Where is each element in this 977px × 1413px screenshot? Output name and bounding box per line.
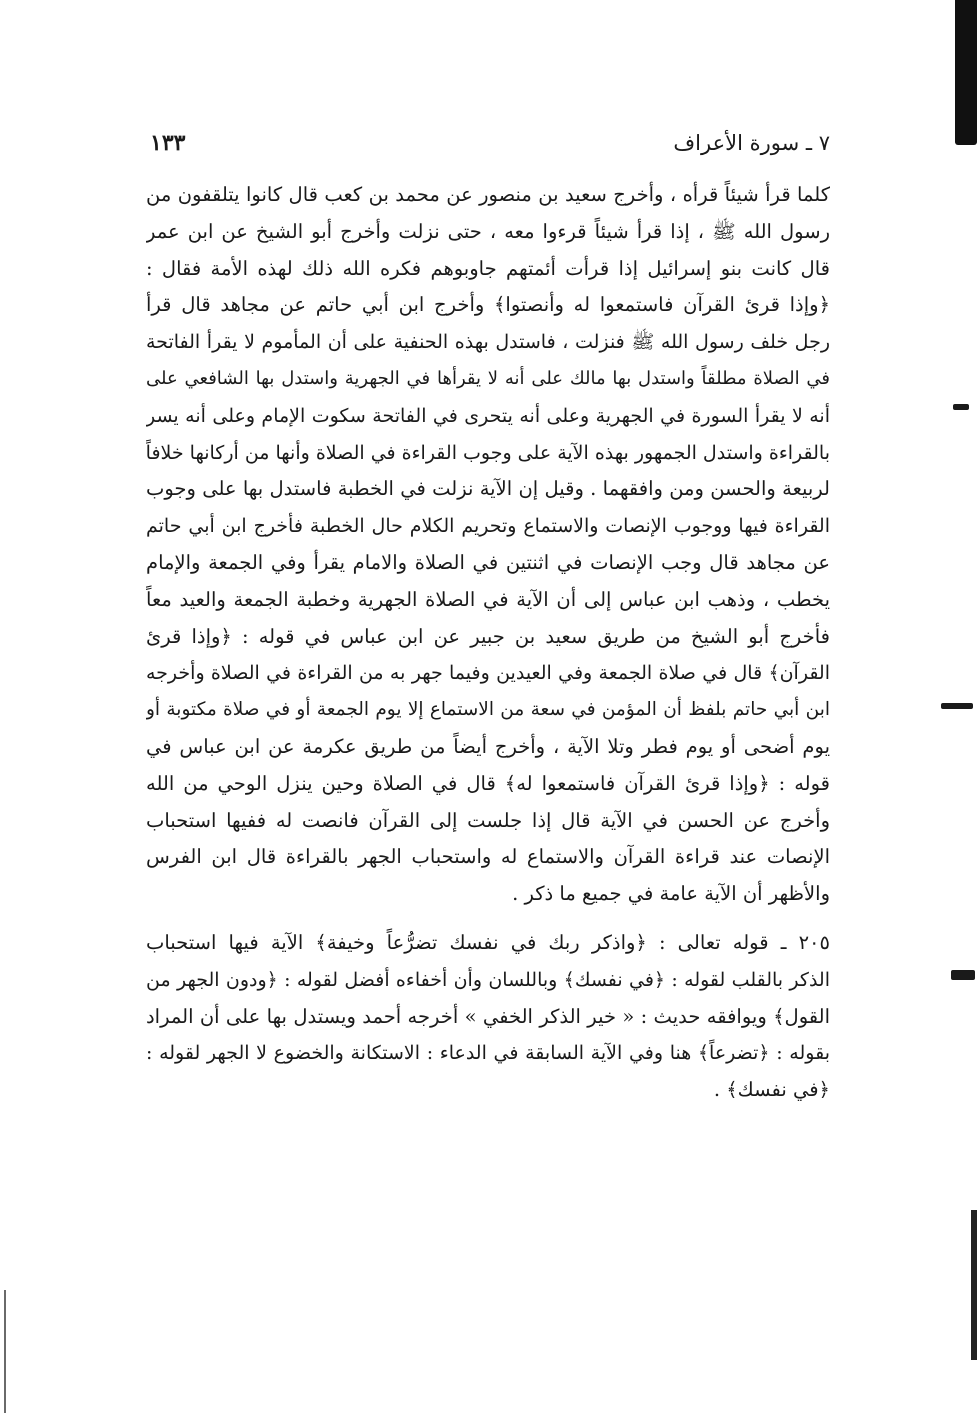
text-line: الإنصات عند قراءة القرآن والاستماع له واستحباب الجهر بالقراءة قال ابن الفرس bbox=[146, 845, 830, 869]
page-number: ١٣٣ bbox=[150, 130, 186, 156]
paragraph bbox=[146, 177, 830, 913]
scan-mark bbox=[953, 404, 969, 410]
scan-mark bbox=[951, 970, 975, 980]
text-line: فأخرج أبو الشيخ من طريق سعيد بن جبير عن ابن عباس في قوله : ﴿وإذا قرئ bbox=[146, 624, 830, 648]
page-header bbox=[150, 126, 830, 160]
text-line: القول﴾ ويوافقه حديث : « خير الذكر الخفي » أخرجه أحمد ويستدل بها على أن المراد bbox=[146, 1004, 830, 1028]
text-line: ٢٠٥ ـ قوله تعالى : ﴿واذكر ربك في نفسك تضرُّعاً وخيفة﴾ الآية فيها استحباب bbox=[146, 930, 830, 954]
scan-edge-shadow bbox=[955, 0, 977, 145]
text-line: لربيعة والحسن ومن وافقهما . وقيل إن الآية نزلت في الخطبة فاستدل بها على وجوب bbox=[146, 477, 830, 501]
text-line: بالقراءة واستدل الجمهور بهذه الآية على وجوب القراءة في الصلاة وأنها من أركانها خلافاً bbox=[146, 441, 830, 464]
text-line: والأظهر أن الآية عامة في جميع ما ذكر . bbox=[512, 882, 830, 906]
body-text bbox=[146, 177, 830, 1109]
text-line: كلما قرأ شيئاً قرأه ، وأخرج سعيد بن منصور عن محمد بن كعب قال كانوا يتلقفون من bbox=[146, 183, 830, 206]
text-line: قال كانت بنو إسرائيل إذا قرأت أئمتهم جاوبوهم فكره الله ذلك لهذه الأمة فقال : bbox=[146, 256, 830, 280]
text-line: القراءة فيها ووجوب الإنصات والاستماع وتحريم الكلام حال الخطبة فأخرج ابن أبي حاتم bbox=[146, 515, 830, 538]
text-line: ابن أبي حاتم بلفظ أن المؤمن في سعة من الاستماع إلا يوم الجمعة أو في صلاة مكتوبة أو bbox=[146, 699, 830, 721]
text-line: رجل خلف رسول الله ﷺ فنزلت ، فاستدل بهذه الحنفية على أن المأموم لا يقرأ الفاتحة bbox=[146, 331, 830, 354]
scan-edge-line bbox=[4, 1290, 6, 1413]
text-line: في الصلاة مطلقاً واستدل بها مالك على أنه لا يقرأها في الجهرية واستدل بها الشافعي على bbox=[146, 367, 830, 389]
text-line: أنه لا يقرأ السورة في الجهرية وعلى أنه يتحرى في الفاتحة سكوت الإمام وعلى أنه يسر bbox=[146, 404, 830, 427]
text-line: يخطب ، وذهب ابن عباس إلى أن الآية في الصلاة الجهرية وخطبة الجمعة والعيد معاً bbox=[146, 587, 830, 611]
text-line: يوم أضحى أو يوم فطر وتلا الآية ، وأخرج أيضاً من طريق عكرمة عن ابن عباس في bbox=[146, 734, 830, 758]
text-line: ﴿وإذا قرئ القرآن فاستمعوا له وأنصتوا﴾ وأخرج ابن أبي حاتم عن مجاهد قال قرأ bbox=[146, 293, 830, 317]
text-line: بقوله : ﴿تضرعاً﴾ هنا وفي الآية السابقة في الدعاء : الاستكانة والخضوع لا الجهر لقوله : bbox=[146, 1042, 830, 1065]
text-line: ﴿في نفسك﴾ . bbox=[713, 1078, 830, 1102]
scan-edge-line bbox=[971, 1210, 977, 1360]
text-line: القرآن﴾ قال في صلاة الجمعة وفي العيدين وفيما جهر به من القراءة في الصلاة وأخرجه bbox=[146, 662, 830, 685]
paragraph-gap bbox=[146, 913, 830, 925]
paragraph bbox=[146, 925, 830, 1109]
text-line: رسول الله ﷺ ، إذا قرأ شيئاً قرءوا معه ، حتى نزلت وأخرج أبو الشيخ عن ابن عمر bbox=[146, 219, 830, 243]
text-line: وأخرج عن الحسن في الآية قال إذا جلست إلى القرآن فانصت له ففيها استحباب bbox=[146, 808, 830, 832]
text-line: الذكر بالقلب لقوله : ﴿في نفسك﴾ وباللسان وأن أخفاءه أفضل لقوله : ﴿ودون الجهر من bbox=[146, 968, 830, 991]
text-line: قوله : ﴿وإذا قرئ القرآن فاستمعوا له﴾ قال في الصلاة وحين ينزل الوحي من الله bbox=[146, 771, 830, 795]
scan-mark bbox=[941, 703, 973, 709]
text-line: عن مجاهد قال وجب الإنصات في اثنتين في الصلاة والامام يقرأ وفي الجمعة والإمام bbox=[146, 550, 830, 574]
running-title: ٧ ـ سورة الأعراف bbox=[673, 131, 830, 155]
